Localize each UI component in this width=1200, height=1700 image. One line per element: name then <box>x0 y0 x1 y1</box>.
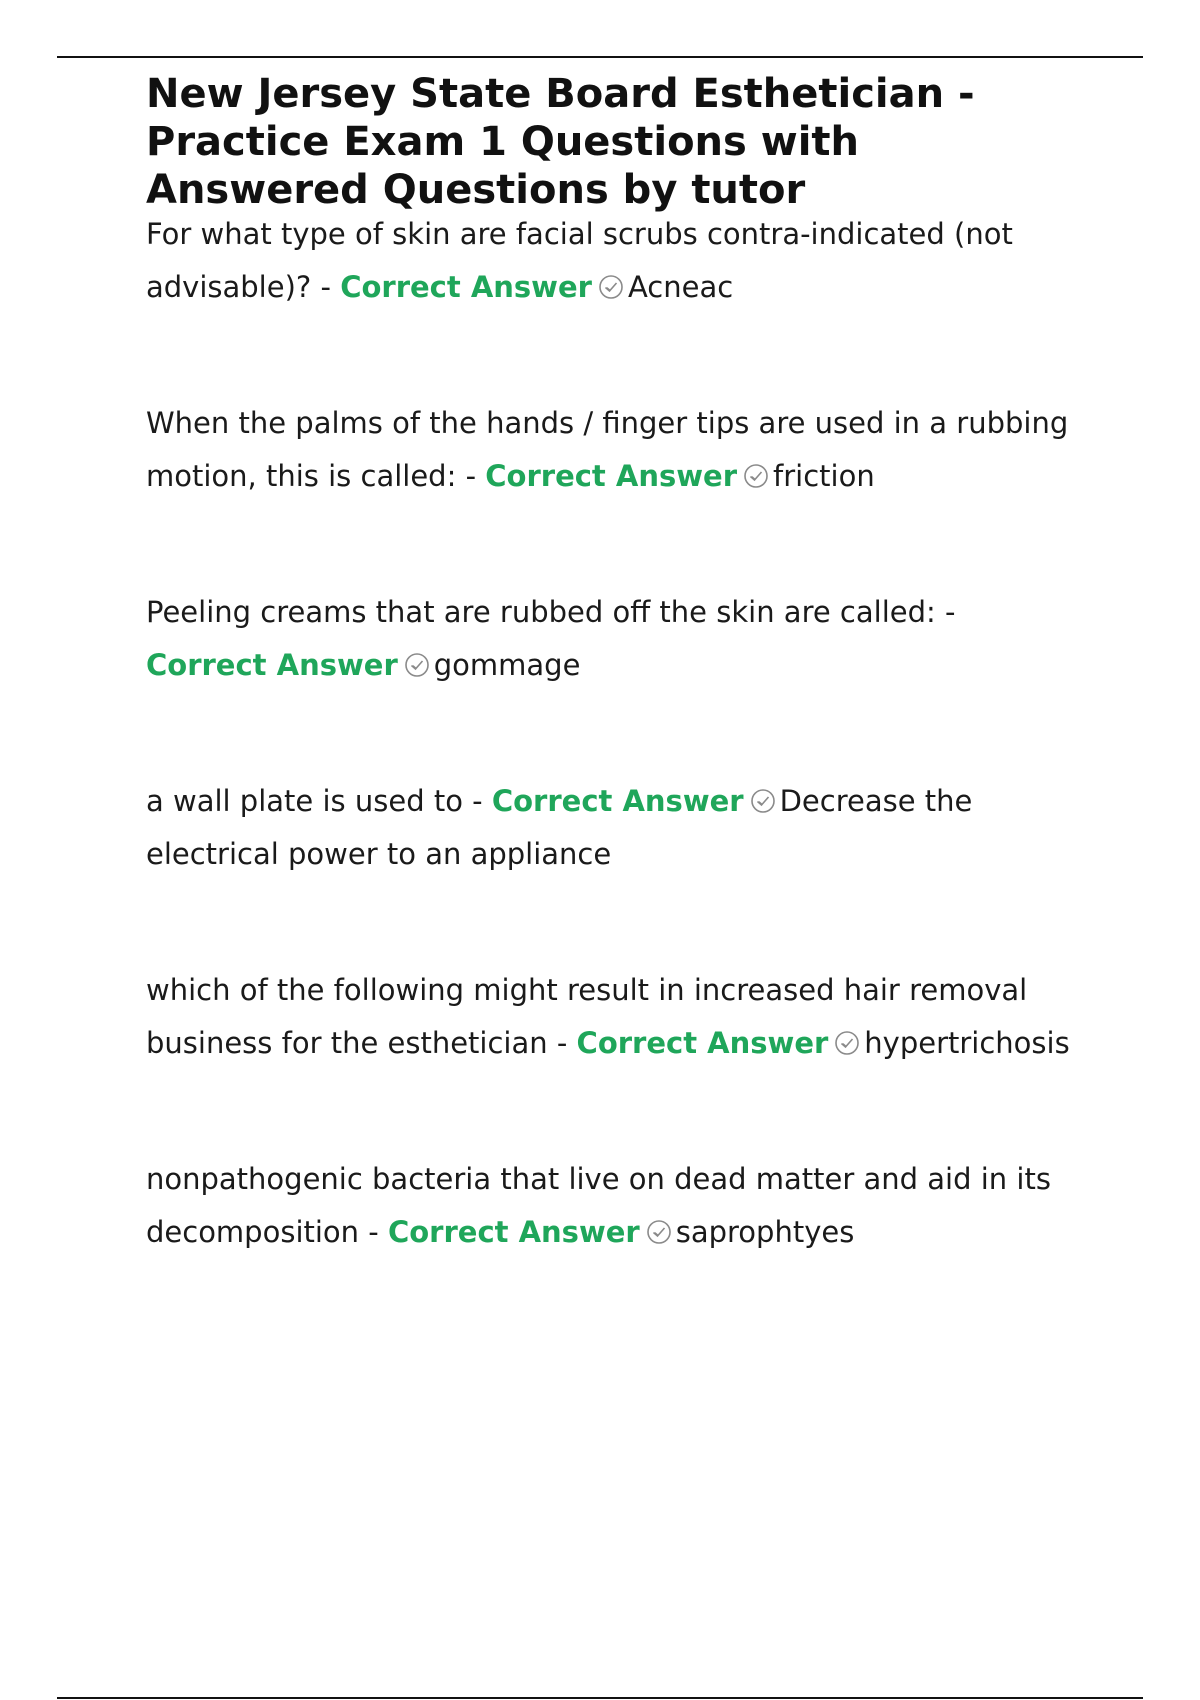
check-circle-icon <box>750 788 776 814</box>
top-rule <box>57 56 1143 58</box>
correct-answer-label: Correct Answer <box>340 270 592 304</box>
question-text: which of the following might result in increased hair removal business for the esthetician <box>146 973 1028 1060</box>
answer-text: Acneac <box>627 270 734 304</box>
question-text: nonpathogenic bacteria that live on dead matter and aid in its decomposition <box>146 1162 1051 1249</box>
check-circle-icon <box>834 1030 860 1056</box>
separator: - <box>311 270 341 304</box>
question-text: Peeling creams that are rubbed off the skin are called: <box>146 595 936 629</box>
question-text: When the palms of the hands / finger tips are used in a rubbing motion, this is called: <box>146 406 1069 493</box>
check-circle-icon <box>598 274 624 300</box>
document-body <box>146 70 1076 1342</box>
correct-answer-label: Correct Answer <box>491 784 744 818</box>
correct-answer-label: Correct Answer <box>485 459 738 493</box>
qa-item <box>146 964 1076 1070</box>
answer-text: Decrease the electrical power to an appliance <box>146 784 973 871</box>
question-text: For what type of skin are facial scrubs contra-indicated (not advisable)? <box>146 217 1013 304</box>
qa-item <box>146 586 1076 692</box>
answer-text: gommage <box>433 648 581 682</box>
answer-text: friction <box>773 459 875 493</box>
qa-item <box>146 208 1076 314</box>
document-title: New Jersey State Board Esthetician - Practice Exam 1 Questions with Answered Questions by tutor <box>146 71 975 213</box>
question-text: a wall plate is used to <box>146 784 463 818</box>
qa-list <box>146 208 1076 1259</box>
separator: - <box>935 595 956 629</box>
correct-answer-label: Correct Answer <box>387 1215 640 1249</box>
check-circle-icon <box>404 652 430 678</box>
separator: - <box>462 784 492 818</box>
separator: - <box>547 1026 577 1060</box>
check-circle-icon <box>743 463 769 489</box>
bottom-rule <box>57 1697 1143 1699</box>
qa-item <box>146 1153 1076 1259</box>
check-circle-icon <box>646 1219 672 1245</box>
answer-text: saprophtyes <box>675 1215 855 1249</box>
qa-item <box>146 397 1076 503</box>
correct-answer-label: Correct Answer <box>146 648 398 682</box>
separator: - <box>456 459 486 493</box>
correct-answer-label: Correct Answer <box>576 1026 829 1060</box>
qa-item <box>146 775 1076 881</box>
separator: - <box>359 1215 388 1249</box>
answer-text: hypertrichosis <box>864 1026 1070 1060</box>
